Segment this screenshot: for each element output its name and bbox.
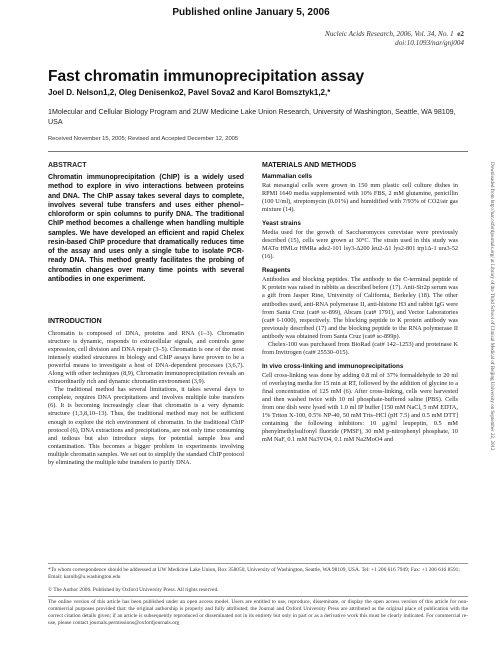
crosslinking-heading: In vivo cross-linking and immunoprecipitations — [262, 362, 404, 370]
download-watermark — [486, 162, 494, 582]
article-id: e2 — [457, 30, 464, 38]
methods-section — [262, 162, 458, 444]
introduction-section — [48, 318, 244, 467]
abstract-heading: ABSTRACT — [48, 162, 87, 169]
methods-heading: MATERIALS AND METHODS — [262, 162, 357, 169]
mammalian-cells-heading: Mammalian cells — [262, 173, 313, 180]
journal-citation-text: Nucleic Acids Research, 2006, Vol. 34, No. 1 — [325, 30, 454, 38]
copyright-notice: © The Author 2006. Published by Oxford University Press. All rights reserved. — [48, 587, 219, 593]
download-watermark-text: Downloaded from http://nar.oxfordjournals.org/ at Library of the Third School of Clinical Medical of Beijing University on September 22, 2012 — [489, 162, 494, 451]
introduction-heading: INTRODUCTION — [48, 318, 102, 325]
yeast-strains-heading: Yeast strains — [262, 220, 301, 228]
abstract-text: Chromatin immunoprecipitation (ChIP) is a widely used method to explore in vivo interactions between proteins and DNA. The ChIP assay takes several days to complete, involves several tube transfers and uses either phenol–chloroform or spin columns to purify DNA. The traditional ChIP method becomes a challenge when handling multiple samples. We have developed an efficient and rapid Chelex resin-based ChIP procedure that dramatically reduces time of the assay and uses only a single tube to isolate PCR-ready DNA. This method greatly facilitates the probing of chromatin changes over many time points with several antibodies in one experiment. — [48, 174, 244, 283]
footnote-divider — [48, 563, 468, 564]
published-online-banner: Published online January 5, 2006 — [172, 6, 330, 18]
doi: doi:10.1093/nar/gnj004 — [395, 39, 464, 47]
received-dates: Received November 15, 2005; Revised and Accepted December 12, 2005 — [48, 136, 239, 142]
mammalian-cells-text: Rat mesangial cells were grown in 150 mm plastic cell culture dishes in RPMI 1640 media supplemented with 10% FBS, 2 mM glutamine, penicillin (100 U/ml), streptomycin (0.01%) and humidified with 7/93% of CO2/air gas mixture (14). — [262, 182, 458, 214]
journal-citation — [325, 30, 464, 48]
introduction-paragraph-1: Chromatin is composed of DNA, proteins and RNA (1–3). Chromatin structure is dynamic, responds to extracellular signals, and controls gene expression, cell division and DNA repair (3–5). Chromatin is one of the most intensely studied structures in biology and ChIP assays have proven to be a powerful means to investigate a host of DNA-dependent processes (3,6,7). Along with other techniques (8,9), Chromatin immunoprecipitation reveals an extraordinarily rich and dynamic chromatin environment (3,9). — [48, 330, 244, 386]
reagents-paragraph-1: Antibodies and blocking peptides. The antibody to the C-terminal peptide of K protein was raised in rabbits as described before (17). Anti-Sir2p serum was a gift from Jasper Rine, University of California, Berkeley (18). The other antibodies used, anti-RNA polymerase II, anti-histone H3 and rabbit IgG were from Santa Cruz (cat# sc-899), Abcam (cat# 1791), and Vector Laboratories (cat# I-1000), respectively. The blocking peptide to K protein antibody was previously described (17) and the blocking peptide to the RNA polymerase II antibody was obtained from Santa Cruz (cat# sc-899p). — [262, 276, 458, 340]
author-list: Joel D. Nelson1,2, Oleg Denisenko2, Pavel Sova2 and Karol Bomsztyk1,2,* — [48, 88, 331, 97]
reagents-paragraph-2: Chelex-100 was purchased from BioRad (cat# 142–1253) and proteinase K from Invitrogen (cat# 25530–015). — [262, 340, 458, 356]
reagents-heading: Reagents — [262, 267, 291, 275]
introduction-paragraph-2: The traditional method has several limitations, it takes several days to complete, requires DNA precipitations and involves multiple tube transfers (6). It is becoming increasingly clear that chromatin is a very dynamic structure (1,3,8,10–13). Thus, the traditional method may not be sufficient enough to explore the rich environment of chromatin. In the traditional ChIP protocol (6), DNA extractions and precipitations, are not only time consuming and tedious but also introduce steps for potential sample loss and contamination. This becomes a bigger problem in experiments involving multiple chromatin samples. We set out to simplify the standard ChIP protocol by eliminating the multiple tube transfers to purify DNA. — [48, 386, 244, 466]
correspondence-footnote: *To whom correspondence should be addressed at UW Medicine Lake Union, Box 358050, University of Washington, Seattle, WA 98109, USA. Tel: +1 206 616 7949; Fax: +1 206 616 8591; Email: karolb@u.washington.edu — [48, 567, 460, 580]
affiliation: 1Molecular and Cellular Biology Program and 2UW Medicine Lake Union Research, University of Washington, Seattle, WA 98109, USA — [48, 108, 456, 126]
header-divider — [48, 151, 468, 152]
yeast-strains-text: Media used for the growth of Saccharomyces cerevisiae were previously described (15), cells were grown at 30°C. The strain used in this study was MATα HMLα HMRa ade2-101 lsy3-Δ200 leu2-Δ1 lys2-801 trp1Δ-1 ura3-52 (16). — [262, 229, 458, 261]
article-title: Fast chromatin immunoprecipitation assay — [48, 68, 365, 85]
crosslinking-text: Cell cross-linking was done by adding 0.8 ml of 37% formaldehyde to 20 ml of overlaying media for 15 min at RT, followed by the addition of glycine to a final concentration of 125 mM (6). After cross-linking, cells were harvested and then washed twice with 10 ml phosphate-buffered saline (PBS). Cells from one dish were lysed with 1.0 ml IP buffer [150 mM NaCl, 5 mM EDTA, 1% Triton X-100, 0.5% NP-40, 50 mM Tris–HCl (pH 7.5) and 0.5 mM DTT] containing the following inhibitors: 10 μg/ml leupeptin, 0.5 mM phenylmethylsulfonyl fluoride (PMSF), 30 mM p-nitrophenyl phosphate, 10 mM NaF, 0.1 mM Na3VO4, 0.1 mM Na2MoO4 and — [262, 371, 458, 444]
license-divider — [48, 596, 468, 597]
open-access-license: The online version of this article has been published under an open access model. Users are entitled to use, reproduce, disseminate, or display the open access version of this article for non-commercial purposes provided that: the original authorship is properly and fully attributed; the Journal and Oxford University Press are attributed as the original place of publication with the correct citation details given; if an article is subsequently reproduced or disseminated not in its entirety but only in part or as a derivative work this must be clearly indicated. For commercial re-use, please contact journals.permissions@oxfordjournals.org — [48, 599, 468, 626]
